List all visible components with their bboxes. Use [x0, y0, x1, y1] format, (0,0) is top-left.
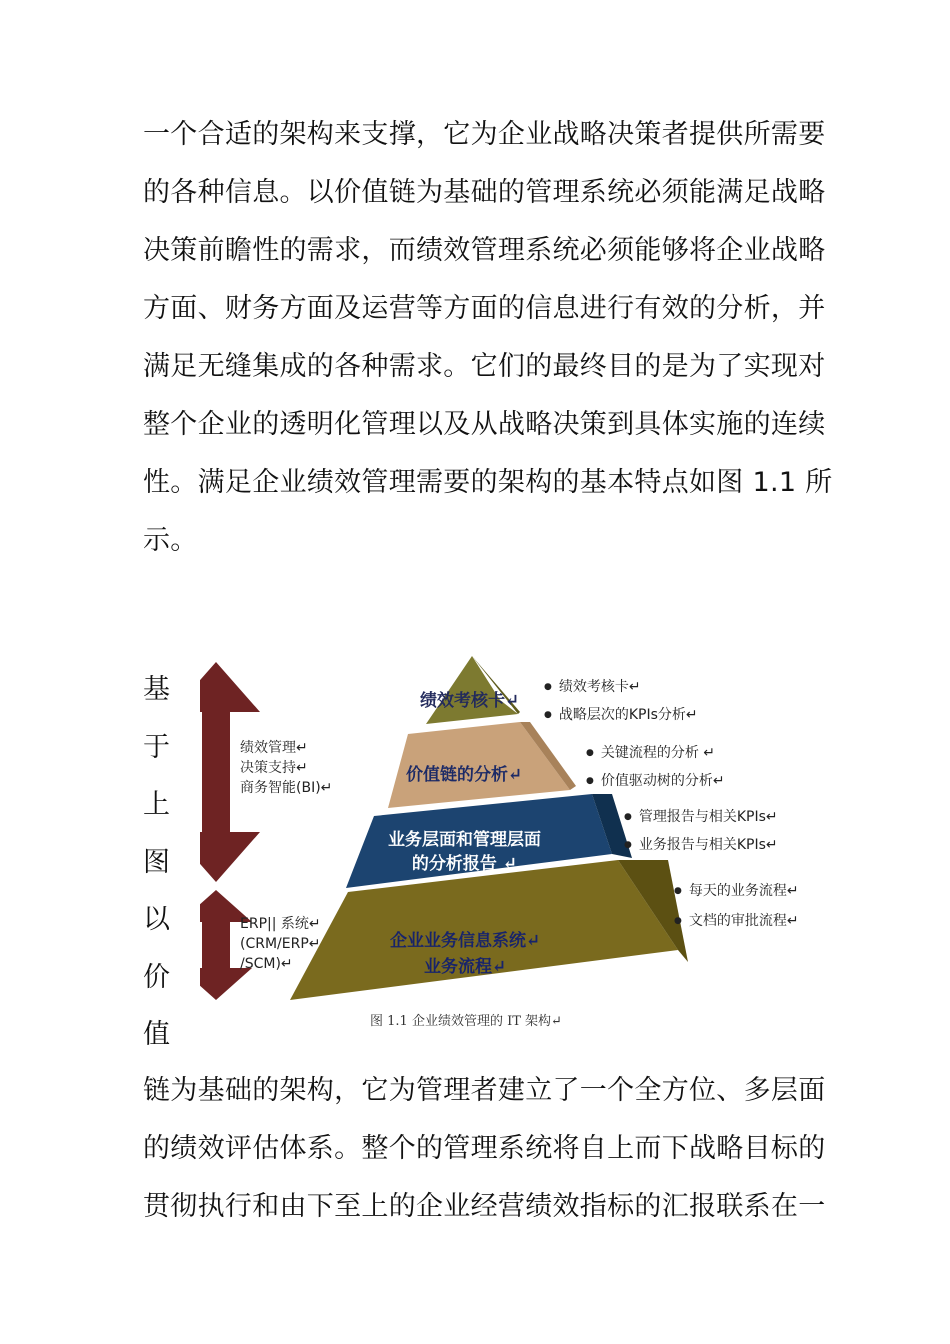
vertical-char: 以	[143, 904, 170, 935]
vertical-char: 值	[143, 1019, 170, 1050]
paragraph-line: 贯彻执行和由下至上的企业经营绩效指标的汇报联系在一	[143, 1191, 826, 1222]
left-label-upper: 绩效管理↵ 决策支持↵ 商务智能(BI)↵	[240, 740, 333, 796]
vertical-char: 上	[143, 789, 170, 820]
layer-1-label: 绩效考核卡↵	[420, 691, 520, 711]
paragraph-line: 示。	[143, 525, 198, 556]
paragraph-line: 方面、财务方面及运营等方面的信息进行有效的分析，并	[143, 293, 826, 324]
layer-2-label: 价值链的分析↵	[406, 765, 523, 785]
paragraph-line: 整个企业的透明化管理以及从战略决策到具体实施的连续	[143, 409, 826, 440]
paragraph-line: 的绩效评估体系。整个的管理系统将自上而下战略目标的	[143, 1133, 826, 1164]
vertical-char: 图	[143, 847, 170, 878]
left-label-lower: ERP|| 系统↵ (CRM/ERP↵ /SCM)↵	[240, 916, 321, 972]
vertical-char: 基	[143, 674, 170, 705]
paragraph-line: 性。满足企业绩效管理需要的架构的基本特点如图 1.1 所	[143, 467, 833, 498]
vertical-char: 于	[143, 732, 170, 763]
bullet-item: ● 业务报告与相关KPIs↵	[624, 836, 778, 856]
bullet-item: ● 文档的审批流程↵	[674, 912, 799, 932]
paragraph-line: 决策前瞻性的需求，而绩效管理系统必须能够将企业战略	[143, 235, 826, 266]
paragraph-2	[143, 1062, 826, 1236]
paragraph-1	[143, 106, 833, 570]
bullet-item: ● 价值驱动树的分析↵	[586, 772, 725, 792]
paragraph-line: 链为基础的架构，它为管理者建立了一个全方位、多层面	[143, 1075, 826, 1106]
paragraph-line: 满足无缝集成的各种需求。它们的最终目的是为了实现对	[143, 351, 826, 382]
paragraph-line: 一个合适的架构来支撑，它为企业战略决策者提供所需要	[143, 119, 826, 150]
bullet-item: ● 关键流程的分析 ↵	[586, 744, 715, 764]
layer-4-label: 企业业务信息系统↵ 业务流程↵	[390, 931, 541, 977]
bullet-item: ● 管理报告与相关KPIs↵	[624, 808, 778, 828]
figure-caption: 图 1.1 企业绩效管理的 IT 架构↵	[370, 1014, 562, 1029]
paragraph-line: 的各种信息。以价值链为基础的管理系统必须能满足战略	[143, 177, 826, 208]
bullet-item: ● 绩效考核卡↵	[544, 678, 641, 698]
bullet-item: ● 战略层次的KPIs分析↵	[544, 706, 698, 726]
layer-3-label: 业务层面和管理层面 的分析报告 ↵	[388, 830, 541, 874]
architecture-figure	[200, 650, 820, 1040]
bullet-item: ● 每天的业务流程↵	[674, 882, 799, 902]
vertical-char: 价	[143, 962, 170, 993]
